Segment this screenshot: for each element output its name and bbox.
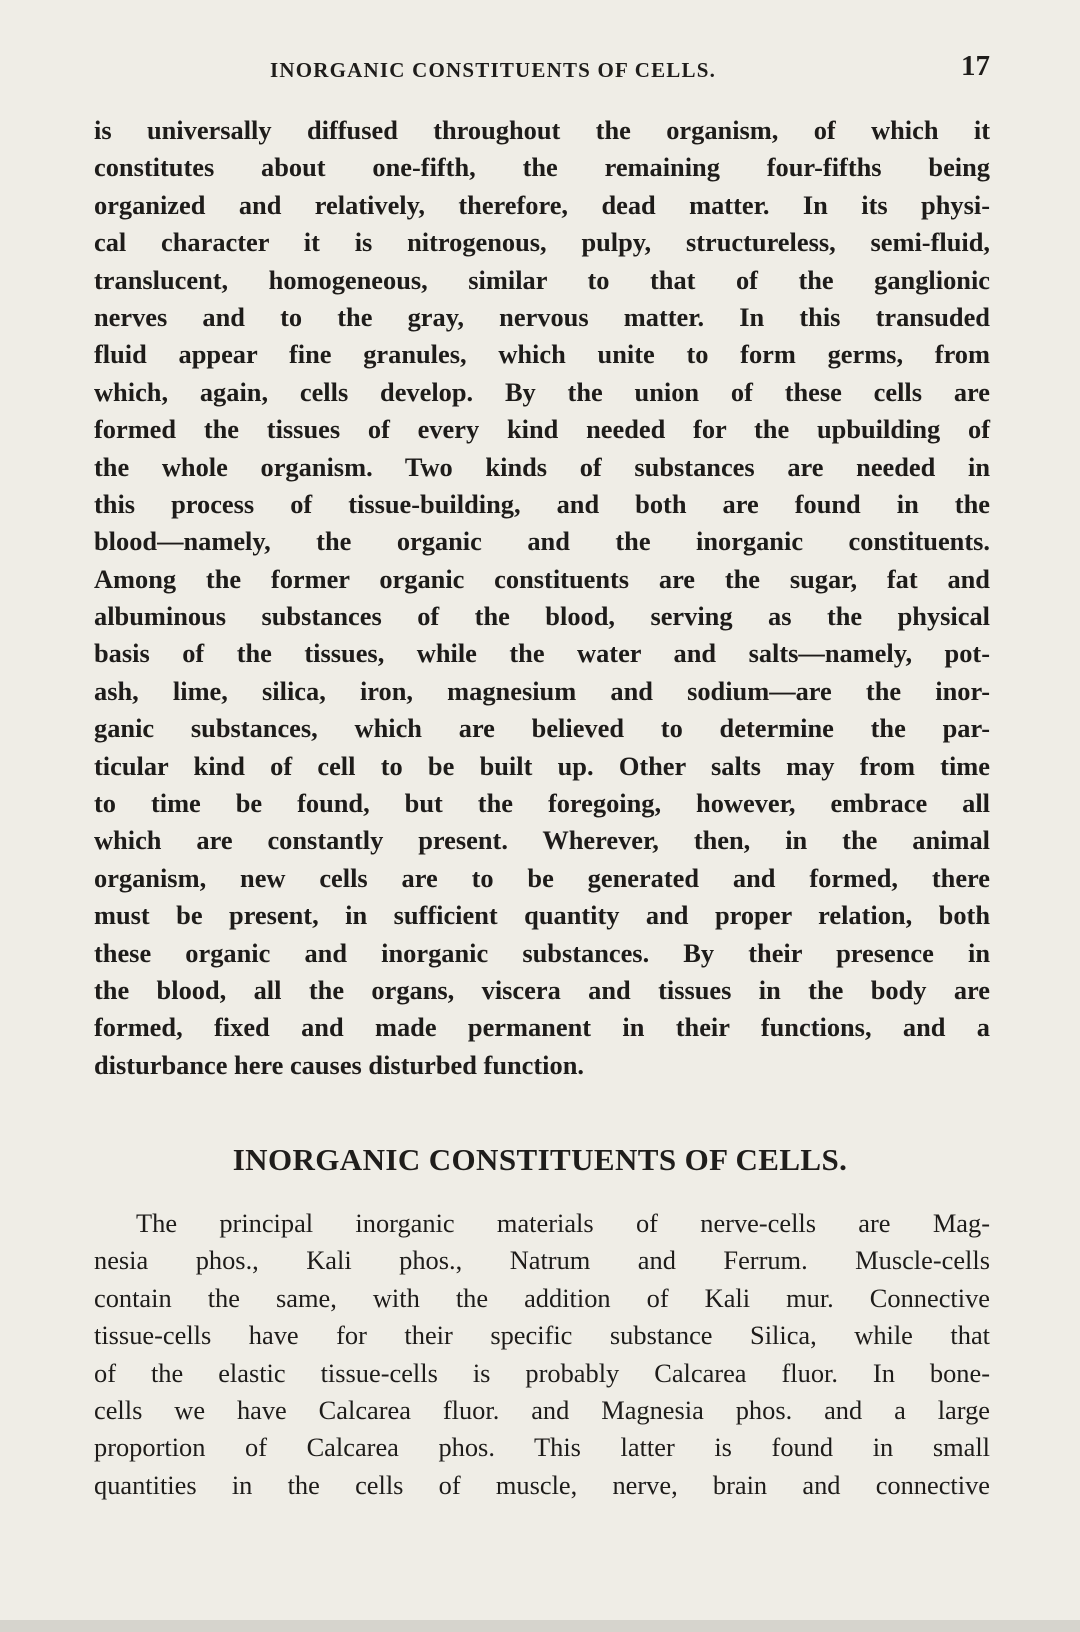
section-heading: INORGANIC CONSTITUENTS OF CELLS. — [232, 1142, 848, 1177]
text-line: must be present, in sufficient quantity and proper relation, both — [94, 900, 990, 931]
text-line: tissue-cells have for their specific substance Silica, while that — [94, 1320, 990, 1351]
text-line: formed the tissues of every kind needed for the upbuilding of — [94, 414, 990, 445]
text-line: ash, lime, silica, iron, magnesium and sodium—are the inor- — [94, 675, 990, 706]
text-line: basis of the tissues, while the water and salts—namely, pot- — [94, 638, 990, 669]
text-line: ganic substances, which are believed to determine the par- — [94, 713, 990, 744]
text-line: of the elastic tissue-cells is probably Calcarea fluor. In bone- — [94, 1357, 990, 1388]
section-paragraph — [94, 1205, 990, 1504]
text-line: blood—namely, the organic and the inorganic constituents. — [94, 526, 990, 557]
text-line: Among the former organic constituents are the sugar, fat and — [94, 563, 990, 594]
text-line: organized and relatively, therefore, dead matter. In its physi- — [94, 189, 990, 220]
text-line: is universally diffused throughout the organism, of which it — [94, 115, 990, 145]
text-line: quantities in the cells of muscle, nerve, brain and connective — [94, 1469, 990, 1500]
text-line: disturbance here causes disturbed function. — [94, 1049, 584, 1080]
text-line: which, again, cells develop. By the union of these cells are — [94, 376, 990, 407]
running-title: INORGANIC CONSTITUENTS OF CELLS. — [270, 58, 717, 82]
text-line: cells we have Calcarea fluor. and Magnesia phos. and a large — [94, 1394, 990, 1425]
text-line: ticular kind of cell to be built up. Other salts may from time — [94, 750, 990, 781]
text-line: cal character it is nitrogenous, pulpy, structureless, semi-fluid, — [94, 227, 990, 258]
text-line: nerves and to the gray, nervous matter. In this transuded — [94, 301, 990, 332]
running-head — [94, 50, 990, 90]
page-bottom-edge — [0, 1620, 1080, 1632]
text-line: the blood, all the organs, viscera and tissues in the body are — [94, 974, 990, 1005]
text-line: which are constantly present. Wherever, then, in the animal — [94, 825, 990, 856]
text-line: constitutes about one-fifth, the remaining four-fifths being — [94, 152, 990, 183]
text-line: nesia phos., Kali phos., Natrum and Ferrum. Muscle-cells — [94, 1245, 990, 1276]
text-line: translucent, homogeneous, similar to that of the ganglionic — [94, 264, 990, 295]
text-line: The principal inorganic materials of nerve-cells are Mag- — [136, 1208, 990, 1238]
text-line: albuminous substances of the blood, serving as the physical — [94, 601, 990, 632]
text-line: proportion of Calcarea phos. This latter is found in small — [94, 1432, 990, 1463]
text-line: this process of tissue-building, and both are found in the — [94, 488, 990, 519]
text-line: formed, fixed and made permanent in their functions, and a — [94, 1012, 990, 1043]
text-line: the whole organism. Two kinds of substances are needed in — [94, 451, 990, 482]
text-line: these organic and inorganic substances. By their presence in — [94, 937, 990, 968]
text-line: organism, new cells are to be generated and formed, there — [94, 862, 990, 893]
text-line: contain the same, with the addition of Kali mur. Connective — [94, 1282, 990, 1313]
text-line: to time be found, but the foregoing, however, embrace all — [94, 788, 990, 819]
page-number: 17 — [961, 50, 990, 82]
text-line: fluid appear fine granules, which unite to form germs, from — [94, 339, 990, 370]
body-paragraph-continued — [94, 112, 990, 1084]
